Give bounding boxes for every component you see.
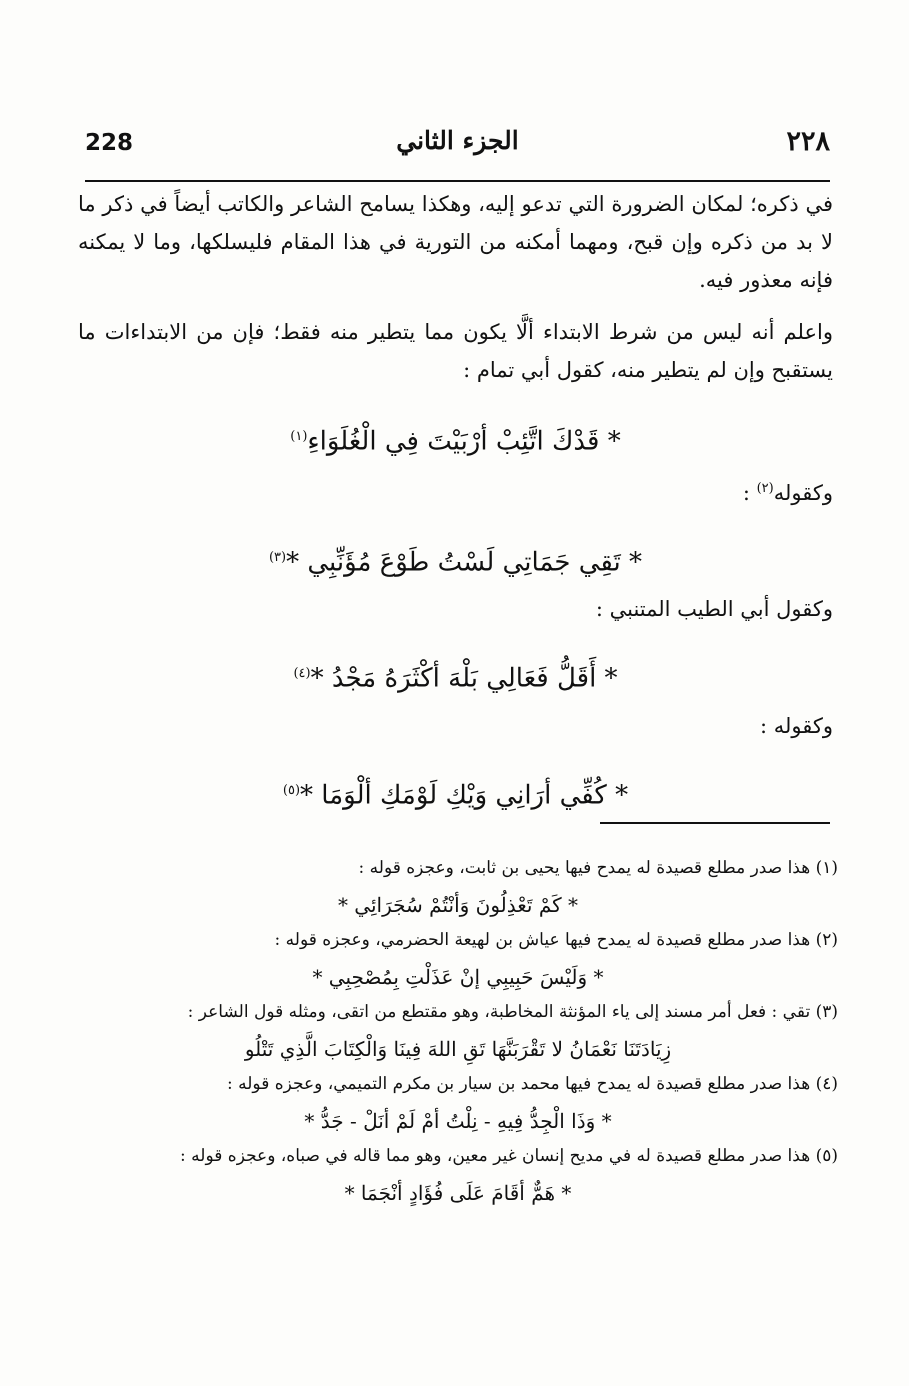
footnote-1-verse: * كَمْ تَعْذِلُونَ وَأنْتُمْ سُجَرَائِي *: [337, 893, 579, 917]
footnotes: [78, 855, 838, 1215]
footnote-4-verse: * وَذَا الْجِدُّ فِيهِ - نِلْتُ أمْ لَمْ أنَلْ - جَدُّ *: [304, 1109, 612, 1133]
footnote-3-verse: زِيَادَتَنَا نَعْمَانُ لا تَقْرَبَنَّهَا تَقِ اللهَ فِينَا وَالْكِتَابَ الَّذِي تَتْلُو: [244, 1037, 672, 1061]
page-number-arabic: ٢٢٨: [786, 126, 830, 157]
footnote-5: (٥) هذا صدر مطلع قصيدة له في مديح إنسان غير معين، وهو مما قاله في صباه، وعجزه قوله :: [180, 1146, 838, 1166]
footnote-4: (٤) هذا صدر مطلع قصيدة له يمدح فيها محمد بن سيار بن مكرم التميمي، وعجزه قوله :: [227, 1074, 838, 1094]
footnote-2: (٢) هذا صدر مطلع قصيدة له يمدح فيها عياش بن لهيعة الحضرمي، وعجزه قوله :: [274, 930, 838, 950]
verse-3-text: * أَقَلُّ فَعَالِي بَلْهَ أكْثَرَهُ مَجْدُ *: [310, 663, 618, 694]
footnote-ref-3: (٣): [268, 549, 287, 565]
running-title: الجزء الثاني: [396, 126, 519, 155]
paragraph-2: واعلم أنه ليس من شرط الابتداء ألَّا يكون مما يتطير منه فقط؛ فإن من الابتداءات ما يستقبح وإن لم يتطير منه، كقول أبي تمام :: [78, 320, 833, 382]
verse-label-2-colon: :: [742, 480, 757, 505]
paragraph-1: في ذكره؛ لمكان الضرورة التي تدعو إليه، وهكذا يسامح الشاعر والكاتب أيضاً في ذكر ما لا بد من ذكره وإن قبح، ومهما أمكنه من التورية في هذا المقام فليسلكها، وما لا يمكنه فإنه معذور فيه.: [78, 192, 833, 292]
footnote-ref-1: (١): [290, 429, 308, 444]
verse-3: [78, 646, 833, 707]
footnote-ref-2: (٢): [756, 480, 774, 496]
verse-label-2: [78, 472, 833, 510]
footnote-ref-4: (٤): [293, 666, 311, 682]
page-number-latin: 228: [85, 130, 134, 156]
footnote-1: (١) هذا صدر مطلع قصيدة له يمدح فيها يحيى بن ثابت، وعجزه قوله :: [358, 858, 838, 878]
footnote-rule: [600, 822, 830, 824]
main-text: [78, 185, 833, 826]
footnote-2-verse: * وَلَيْسَ حَبِيبِي إنْ عَذَلْتِ بِمُصْحِبِي *: [312, 965, 604, 989]
header-rule: [85, 180, 830, 182]
footnote-5-verse: * هَمٌّ أقَامَ عَلَى فُؤَادٍ أنْجَمَا *: [344, 1181, 572, 1205]
verse-2-text: * تَقِي جَمَاتِي لَسْتُ طَوْعَ مُؤَنِّبِي *: [286, 547, 643, 578]
page-header: [85, 120, 830, 168]
verse-label-4: وكقوله :: [759, 713, 833, 738]
footnote-3: (٣) تقي : فعل أمر مسند إلى ياء المؤنثة المخاطبة، وهو مقتطع من اتقى، ومثله قول الشاعر :: [187, 1002, 838, 1022]
verse-label-3: وكقول أبي الطيب المتنبي :: [595, 597, 833, 622]
footnote-ref-5: (٥): [282, 782, 301, 798]
verse-4-text: * كُفِّي أرَانِي وَيْكِ لَوْمَكِ ألْوَمَا *: [300, 780, 629, 811]
verse-2: [78, 530, 833, 591]
verse-1: [78, 409, 833, 470]
verse-1-text: * قَدْكَ اتَّئِبْ أرْبَيْتَ فِي الْغُلَوَاءِ: [307, 426, 621, 457]
verse-4: [78, 763, 833, 824]
verse-label-2-text: وكقوله: [773, 480, 833, 505]
